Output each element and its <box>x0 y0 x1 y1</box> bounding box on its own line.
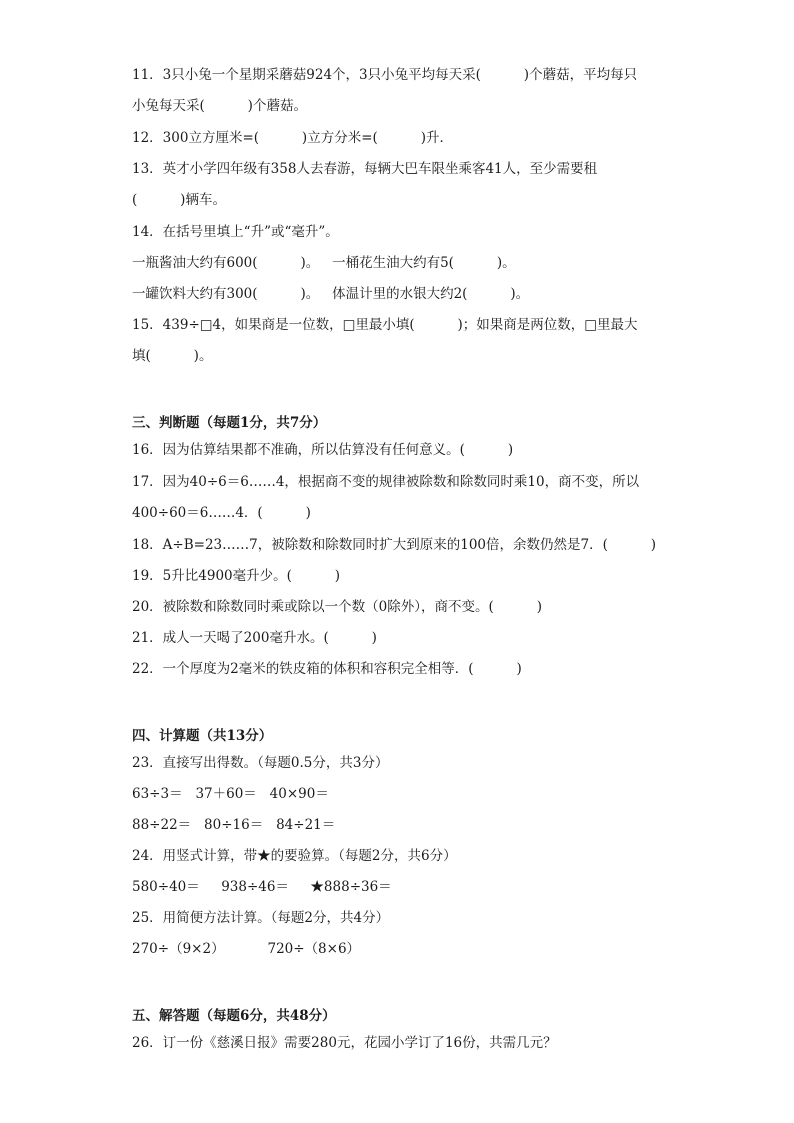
section-5-heading: 五、解答题（每题6分，共48分） <box>132 1008 336 1024</box>
question-23-row-2: 88÷22＝ 80÷16＝ 84÷21＝ <box>132 817 336 833</box>
question-13-line-1: 13．英才小学四年级有358人去春游，每辆大巴车限坐乘客41人，至少需要租 <box>132 161 598 177</box>
question-13-line-2: ( )辆车。 <box>132 192 226 208</box>
section-4-heading: 四、计算题（共13分） <box>132 728 273 744</box>
question-16: 16．因为估算结果都不准确，所以估算没有任何意义。( ) <box>132 442 514 458</box>
question-25-row: 270÷（9×2） 720÷（8×6） <box>132 941 361 957</box>
question-19: 19．5升比4900毫升少。( ) <box>132 568 341 584</box>
question-14-row-2: 一罐饮料大约有300( )。 体温计里的水银大约2( )。 <box>132 286 530 302</box>
question-14-row-1: 一瓶酱油大约有600( )。 一桶花生油大约有5( )。 <box>132 255 516 271</box>
question-22: 22．一个厚度为2毫米的铁皮箱的体积和容积完全相等．( ) <box>132 661 522 677</box>
question-11-line-2: 小兔每天采( )个蘑菇。 <box>132 98 307 114</box>
question-23: 23．直接写出得数。（每题0.5分，共3分） <box>132 755 389 771</box>
question-24-row: 580÷40＝ 938÷46＝ ★888÷36＝ <box>132 879 392 895</box>
question-20: 20．被除数和除数同时乘或除以一个数（0除外），商不变。( ) <box>132 599 542 615</box>
question-23-row-1: 63÷3＝ 37＋60＝ 40×90＝ <box>132 786 329 802</box>
question-18: 18．A÷B=23……7，被除数和除数同时扩大到原来的100倍，余数仍然是7．( ) <box>132 537 657 553</box>
question-25: 25．用简便方法计算。（每题2分，共4分） <box>132 910 390 926</box>
question-21: 21．成人一天喝了200毫升水。( ) <box>132 630 377 646</box>
question-17-line-1: 17．因为40÷6＝6……4，根据商不变的规律被除数和除数同时乘10，商不变，所以 <box>132 474 640 490</box>
question-15-line-1: 15．439÷□4，如果商是一位数，□里最小填( )；如果商是两位数，□里最大 <box>132 317 638 333</box>
question-12: 12．300立方厘米=( )立方分米=( )升． <box>132 130 453 146</box>
question-26: 26．订一份《慈溪日报》需要280元，花园小学订了16份，共需几元？ <box>132 1035 557 1051</box>
question-15-line-2: 填( )。 <box>132 348 213 364</box>
question-17-line-2: 400÷60＝6……4．( ) <box>132 505 311 521</box>
question-11-line-1: 11．3只小兔一个星期采蘑菇924个，3只小兔平均每天采( )个蘑菇，平均每只 <box>132 67 638 83</box>
question-24: 24．用竖式计算，带★的要验算。（每题2分，共6分） <box>132 848 457 864</box>
question-14-prompt: 14．在括号里填上“升”或“毫升”。 <box>132 224 339 240</box>
section-3-heading: 三、判断题（每题1分，共7分） <box>132 415 327 431</box>
